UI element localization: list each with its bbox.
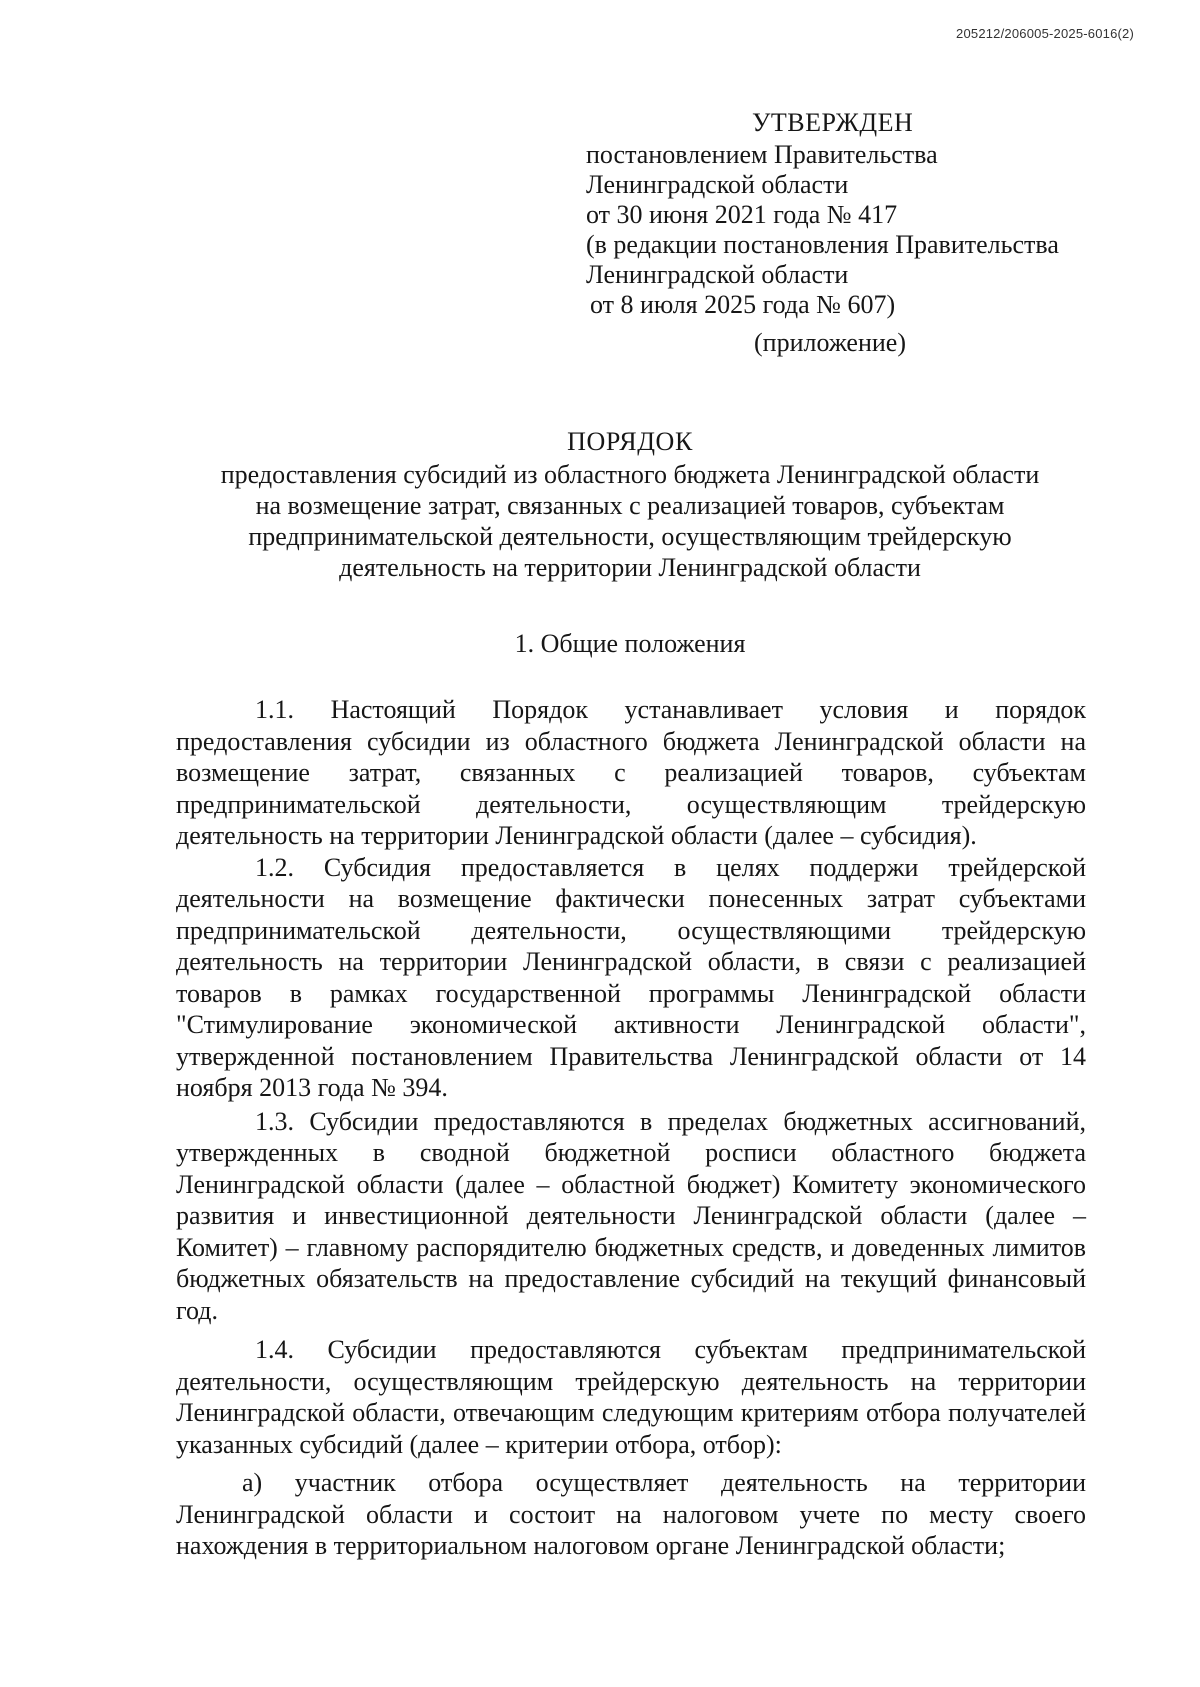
document-subtitle-line: предоставления субсидий из областного бюджета Ленинградской области: [220, 460, 1040, 489]
document-title-block: [170, 426, 1090, 583]
approval-heading: УТВЕРЖДЕН: [752, 108, 914, 137]
approval-stamp-block: [586, 108, 1106, 358]
document-subtitle-line: деятельность на территории Ленинградской области: [339, 553, 921, 582]
document-title: ПОРЯДОК: [567, 427, 693, 456]
approval-line: (в редакции постановления Правительства: [586, 230, 1059, 259]
paragraph-1-2: 1.2. Субсидия предоставляется в целях поддержи трейдерской деятельности на возмещение фактически понесенных затрат субъектами предпринимательской деятельности, осуществляющими трейдерскую деятельность на территории Ленинградской области, в связи с реализацией товаров в рамках государственной программы Ленинградской области "Стимулирование экономической активности Ленинградской области", утвержденной постановлением Правительства Ленинградской области от 14 ноября 2013 года № 394.: [176, 852, 1086, 1102]
appendix-label: (приложение): [754, 328, 907, 357]
paragraph-1-3: 1.3. Субсидии предоставляются в пределах бюджетных ассигнований, утвержденных в сводной бюджетной росписи областного бюджета Ленинградской области (далее – областной бюджет) Комитету экономического развития и инвестиционной деятельности Ленинградской области (далее – Комитет) – главному распорядителю бюджетных средств, и доведенных лимитов бюджетных обязательств на предоставление субсидий на текущий финансовый год.: [176, 1106, 1086, 1325]
approval-line: Ленинградской области: [586, 170, 849, 199]
approval-line: от 30 июня 2021 года № 417: [586, 200, 898, 229]
paragraph-criterion-a: а) участник отбора осуществляет деятельность на территории Ленинградской области и состоит на налоговом учете по месту своего нахождения в территориальном налоговом органе Ленинградской области;: [176, 1468, 1086, 1560]
approval-line: от 8 июля 2025 года № 607): [590, 290, 896, 319]
section-body: [176, 694, 1086, 1562]
document-subtitle-line: на возмещение затрат, связанных с реализацией товаров, субъектам: [255, 491, 1005, 520]
paragraph-1-1: 1.1. Настоящий Порядок устанавливает условия и порядок предоставления субсидии из областного бюджета Ленинградской области на возмещение затрат, связанных с реализацией товаров, субъектам предпринимательской деятельности, осуществляющим трейдерскую деятельность на территории Ленинградской области (далее – субсидия).: [176, 695, 1086, 850]
document-subtitle-line: предпринимательской деятельности, осуществляющим трейдерскую: [248, 522, 1012, 551]
approval-line: постановлением Правительства: [586, 140, 938, 169]
paragraph-1-4: 1.4. Субсидии предоставляются субъектам предпринимательской деятельности, осуществляющим трейдерскую деятельность на территории Ленинградской области, отвечающим следующим критериям отбора получателей указанных субсидий (далее – критерии отбора, отбор):: [176, 1335, 1086, 1459]
document-id: 205212/206005-2025-6016(2): [956, 26, 1134, 41]
section-heading: 1. Общие положения: [514, 629, 746, 658]
approval-line: Ленинградской области: [586, 260, 849, 289]
